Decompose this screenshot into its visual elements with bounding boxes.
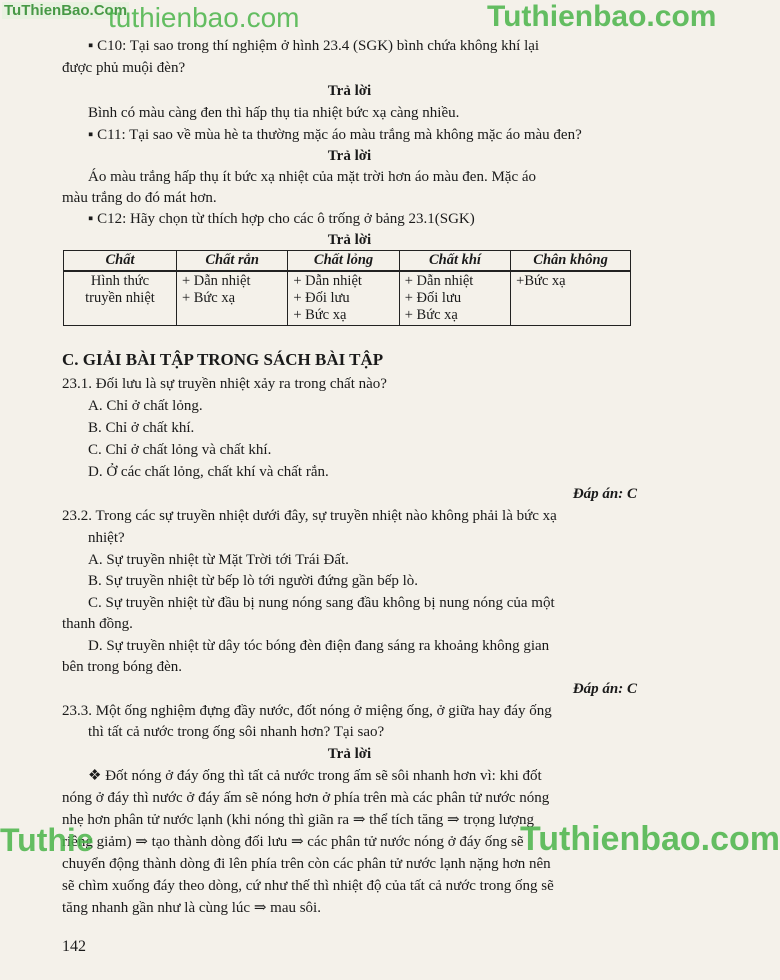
c12-question: ▪ C12: Hãy chọn từ thích hợp cho các ô trống ở bảng 23.1(SGK) — [88, 211, 475, 227]
c11-answer-heading: Trả lời — [327, 148, 372, 164]
heat-transfer-table — [63, 250, 631, 326]
q233-question-cont: thì tất cả nước trong ống sôi nhanh hơn? Tại sao? — [88, 724, 385, 740]
watermark-top-left: tuthienbao.com — [108, 2, 300, 33]
q232-option-c-cont: thanh đồng. — [62, 616, 133, 632]
q231-question: 23.1. Đối lưu là sự truyền nhiệt xảy ra trong chất nào? — [62, 376, 387, 392]
q233-answer-line: ❖ Đốt nóng ở đáy ống thì tất cả nước trong ấm sẽ sôi nhanh hơn vì: khi đốt — [88, 768, 542, 784]
q233-answer-line: sẽ chìm xuống đáy theo dòng, cứ như thế thì nhiệt độ của tất cả nước trong ống sẽ — [62, 878, 554, 894]
table-header-row — [64, 251, 631, 272]
cell-line: + Bức xạ — [181, 290, 236, 306]
table-cell-gas — [399, 271, 510, 326]
q232-option-b: B. Sự truyền nhiệt từ bếp lò tới người đứng gần bếp lò. — [88, 573, 419, 589]
q233-answer-line: tăng nhanh gần như là cùng lúc ⇒ mau sôi. — [62, 900, 321, 916]
q231-option-c: C. Chỉ ở chất lỏng và chất khí. — [88, 442, 272, 458]
cell-line: + Bức xạ — [404, 307, 458, 323]
cell-line: + Dẫn nhiệt — [404, 273, 474, 289]
table-cell-solid — [176, 271, 287, 326]
cell-line: + Dẫn nhiệt — [181, 273, 251, 289]
cell-line: + Đối lưu — [404, 290, 462, 306]
table-row — [64, 271, 631, 326]
q232-question: 23.2. Trong các sự truyền nhiệt dưới đây, sự truyền nhiệt nào không phải là bức xạ — [62, 508, 557, 524]
c10-answer-heading: Trả lời — [327, 83, 372, 99]
logo-watermark: TuThienBao.Com — [4, 2, 128, 19]
q231-option-b: B. Chỉ ở chất khí. — [88, 420, 195, 436]
cell-line: +Bức xạ — [516, 273, 566, 289]
q231-option-d: D. Ở các chất lỏng, chất khí và chất rắn. — [88, 464, 329, 480]
cell-line: + Bức xạ — [293, 307, 347, 323]
cell-line: + Dẫn nhiệt — [293, 273, 362, 289]
c11-answer: Áo màu trắng hấp thụ ít bức xạ nhiệt của mặt trời hơn áo màu đen. Mặc áo — [88, 169, 537, 185]
q233-answer-line: nhẹ hơn phân tử nước lạnh (khi nóng thì giãn ra ⇒ thể tích tăng ⇒ trọng lượng — [62, 812, 534, 828]
table-header: Chất lỏng — [288, 251, 399, 272]
table-header: Chất khí — [399, 251, 510, 272]
watermark-mid-right: Tuthienbao.com — [520, 820, 780, 858]
c10-answer: Bình có màu càng đen thì hấp thụ tia nhiệt bức xạ càng nhiều. — [88, 105, 460, 121]
watermark-top-right: Tuthienbao.com — [487, 0, 717, 33]
c10-question: ▪ C10: Tại sao trong thí nghiệm ở hình 23.4 (SGK) bình chứa không khí lại — [88, 38, 540, 54]
cell-line: + Đối lưu — [293, 290, 350, 306]
q232-answer: Đáp án: C — [572, 681, 637, 697]
watermark-mid-left: Tuthie — [0, 822, 94, 858]
q231-answer: Đáp án: C — [572, 486, 637, 502]
row-label: truyền nhiệt — [85, 290, 155, 306]
q232-question-cont: nhiệt? — [88, 530, 125, 546]
table-header: Chất — [64, 251, 177, 272]
table-header: Chất rắn — [176, 251, 287, 272]
table-cell-liquid — [288, 271, 399, 326]
table-cell-label — [64, 271, 177, 326]
c11-question: ▪ C11: Tại sao về mùa hè ta thường mặc áo màu trắng mà không mặc áo màu đen? — [88, 127, 582, 143]
q232-option-c: C. Sự truyền nhiệt từ đầu bị nung nóng sang đầu không bị nung nóng của một — [88, 595, 555, 611]
row-label: Hình thức — [90, 273, 150, 289]
q233-answer-line: chuyển động thành dòng đi lên phía trên còn các phân tử nước lạnh nặng hơn nên — [62, 856, 551, 872]
q231-option-a: A. Chỉ ở chất lỏng. — [88, 398, 203, 414]
q232-option-a: A. Sự truyền nhiệt từ Mặt Trời tới Trái Đất. — [88, 552, 349, 568]
c10-question-cont: được phủ muội đèn? — [62, 60, 186, 76]
page-number: 142 — [62, 938, 86, 955]
table-header: Chân không — [511, 251, 631, 272]
section-c-heading: C. GIẢI BÀI TẬP TRONG SÁCH BÀI TẬP — [62, 350, 384, 369]
table-cell-vacuum — [511, 271, 631, 326]
c11-answer-cont: màu trắng do đó mát hơn. — [62, 190, 217, 206]
q233-answer-line: riêng giảm) ⇒ tạo thành dòng đối lưu ⇒ các phân tử nước nóng ở đáy ống sẽ — [62, 834, 524, 850]
q233-answer-line: nóng ở đáy thì nước ở đáy ấm sẽ nóng hơn ở phía trên mà các phân tử nước nóng — [62, 790, 550, 806]
q233-question: 23.3. Một ống nghiệm đựng đầy nước, đốt nóng ở miệng ống, ở giữa hay đáy ống — [62, 703, 552, 719]
q232-option-d: D. Sự truyền nhiệt từ dây tóc bóng đèn điện đang sáng ra khoảng không gian — [88, 638, 550, 654]
q232-option-d-cont: bên trong bóng đèn. — [62, 659, 182, 675]
c12-answer-heading: Trả lời — [327, 232, 372, 248]
q233-answer-heading: Trả lời — [327, 746, 372, 762]
